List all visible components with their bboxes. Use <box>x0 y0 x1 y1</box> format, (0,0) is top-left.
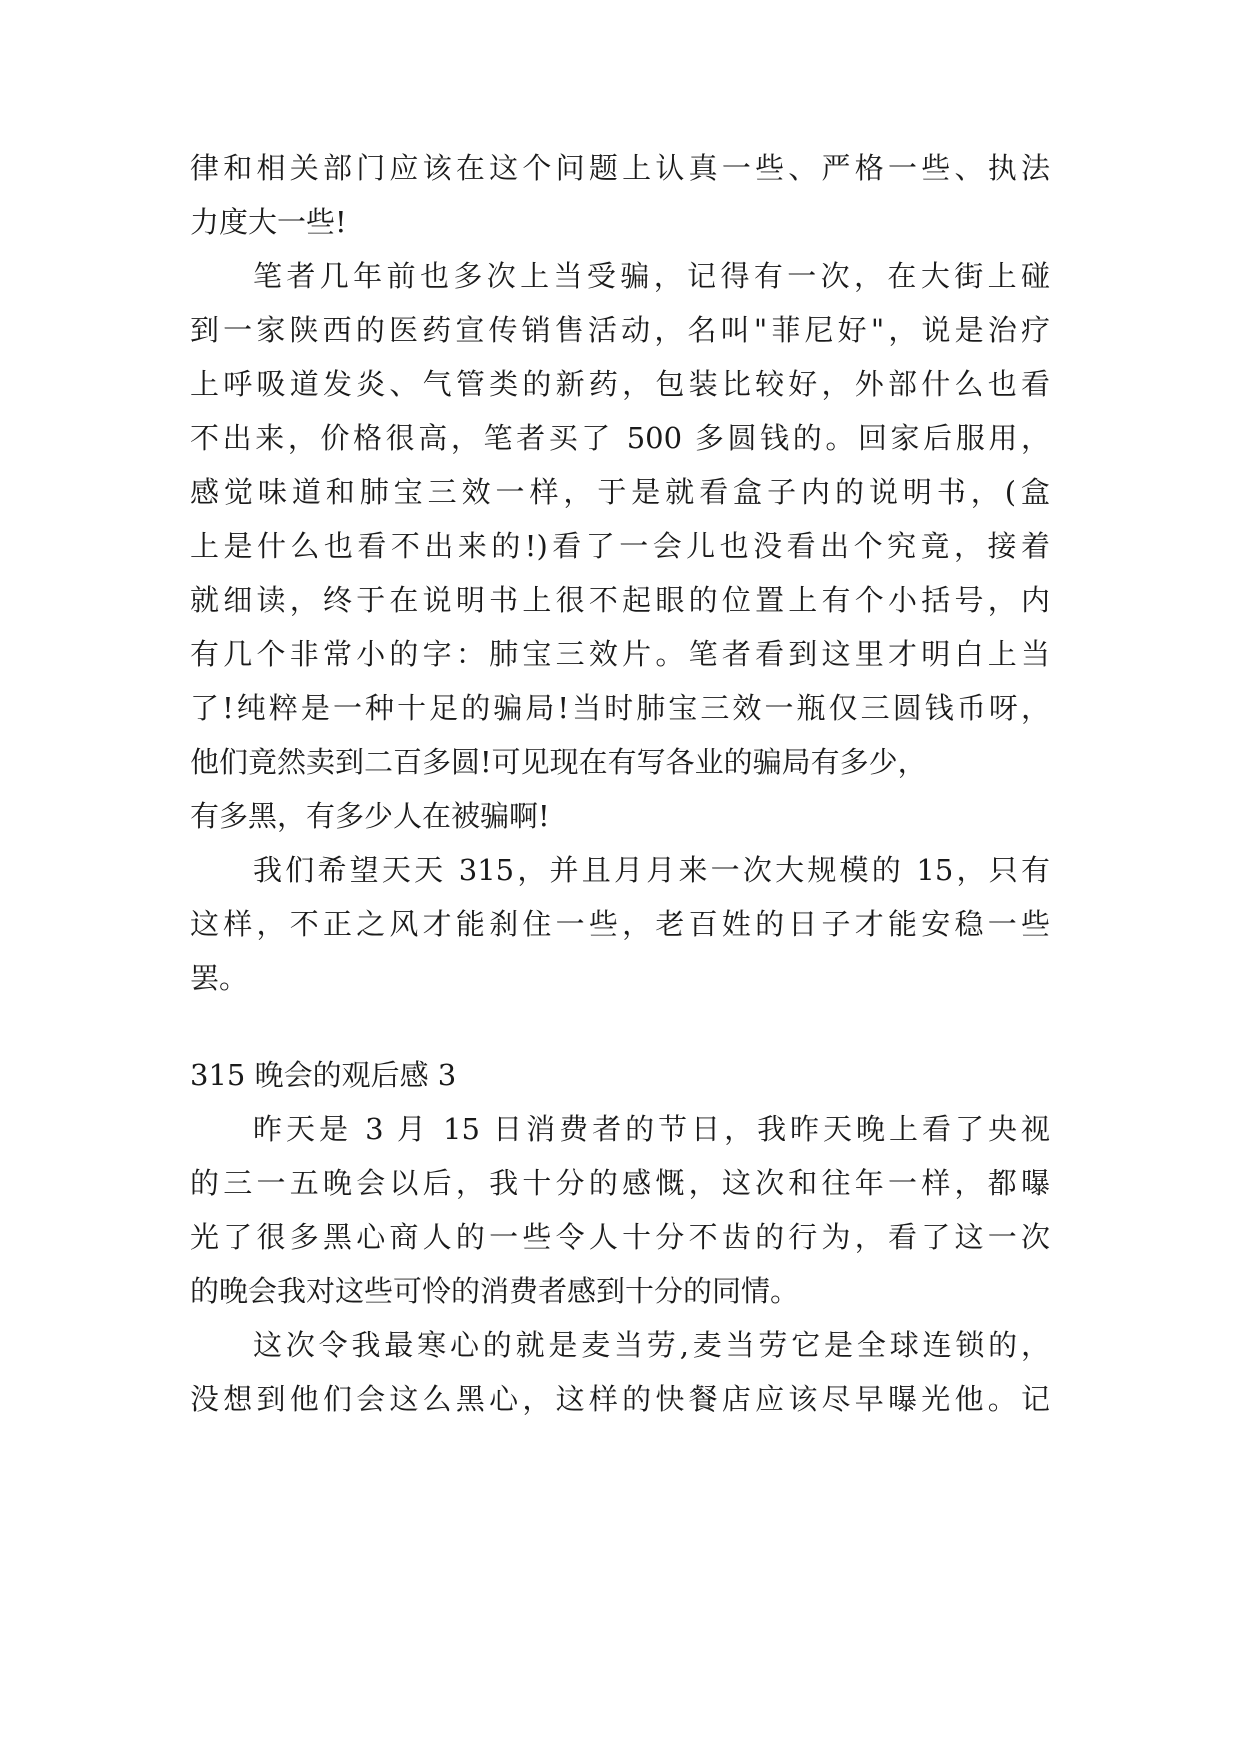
paragraph-2-line-1: 笔者几年前也多次上当受骗，记得有一次，在大街上碰 <box>253 259 1050 293</box>
section-title: 315 晚会的观后感 3 <box>190 1058 457 1092</box>
paragraph-2-line-7: 就细读，终于在说明书上很不起眼的位置上有个小括号，内 <box>190 583 1050 617</box>
paragraph-2-line-9: 了!纯粹是一种十足的骗局!当时肺宝三效一瓶仅三圆钱币呀， <box>190 691 1050 725</box>
paragraph-1-line-1: 律和相关部门应该在这个问题上认真一些、严格一些、执法 <box>190 151 1050 185</box>
paragraph-2-line-8: 有几个非常小的字：肺宝三效片。笔者看到这里才明白上当 <box>190 637 1050 671</box>
paragraph-4-line-3: 光了很多黑心商人的一些令人十分不齿的行为，看了这一次 <box>190 1220 1050 1254</box>
paragraph-2-line-11: 有多黑，有多少人在被骗啊! <box>190 799 550 833</box>
paragraph-1-line-2: 力度大一些! <box>190 205 347 239</box>
paragraph-4-line-2: 的三一五晚会以后，我十分的感慨，这次和往年一样，都曝 <box>190 1166 1050 1200</box>
paragraph-2-line-2: 到一家陕西的医药宣传销售活动，名叫"菲尼好"，说是治疗 <box>190 313 1050 347</box>
paragraph-3-line-1: 我们希望天天 315，并且月月来一次大规模的 15，只有 <box>253 853 1050 887</box>
paragraph-2-line-4: 不出来，价格很高，笔者买了 500 多圆钱的。回家后服用， <box>190 421 1050 455</box>
paragraph-2-line-5: 感觉味道和肺宝三效一样，于是就看盒子内的说明书，(盒 <box>190 475 1050 509</box>
paragraph-2-line-6: 上是什么也看不出来的!)看了一会儿也没看出个究竟，接着 <box>190 529 1050 563</box>
paragraph-4-line-4: 的晚会我对这些可怜的消费者感到十分的同情。 <box>190 1274 800 1308</box>
paragraph-3-line-2: 这样，不正之风才能刹住一些，老百姓的日子才能安稳一些 <box>190 907 1050 941</box>
paragraph-3-line-3: 罢。 <box>190 961 249 995</box>
paragraph-2-line-10: 他们竟然卖到二百多圆!可见现在有写各业的骗局有多少， <box>190 745 927 779</box>
paragraph-5-line-2: 没想到他们会这么黑心，这样的快餐店应该尽早曝光他。记 <box>190 1382 1050 1416</box>
paragraph-5-line-1: 这次令我最寒心的就是麦当劳,麦当劳它是全球连锁的， <box>253 1328 1050 1362</box>
paragraph-4-line-1: 昨天是 3 月 15 日消费者的节日，我昨天晚上看了央视 <box>253 1112 1050 1146</box>
paragraph-2-line-3: 上呼吸道发炎、气管类的新药，包装比较好，外部什么也看 <box>190 367 1050 401</box>
